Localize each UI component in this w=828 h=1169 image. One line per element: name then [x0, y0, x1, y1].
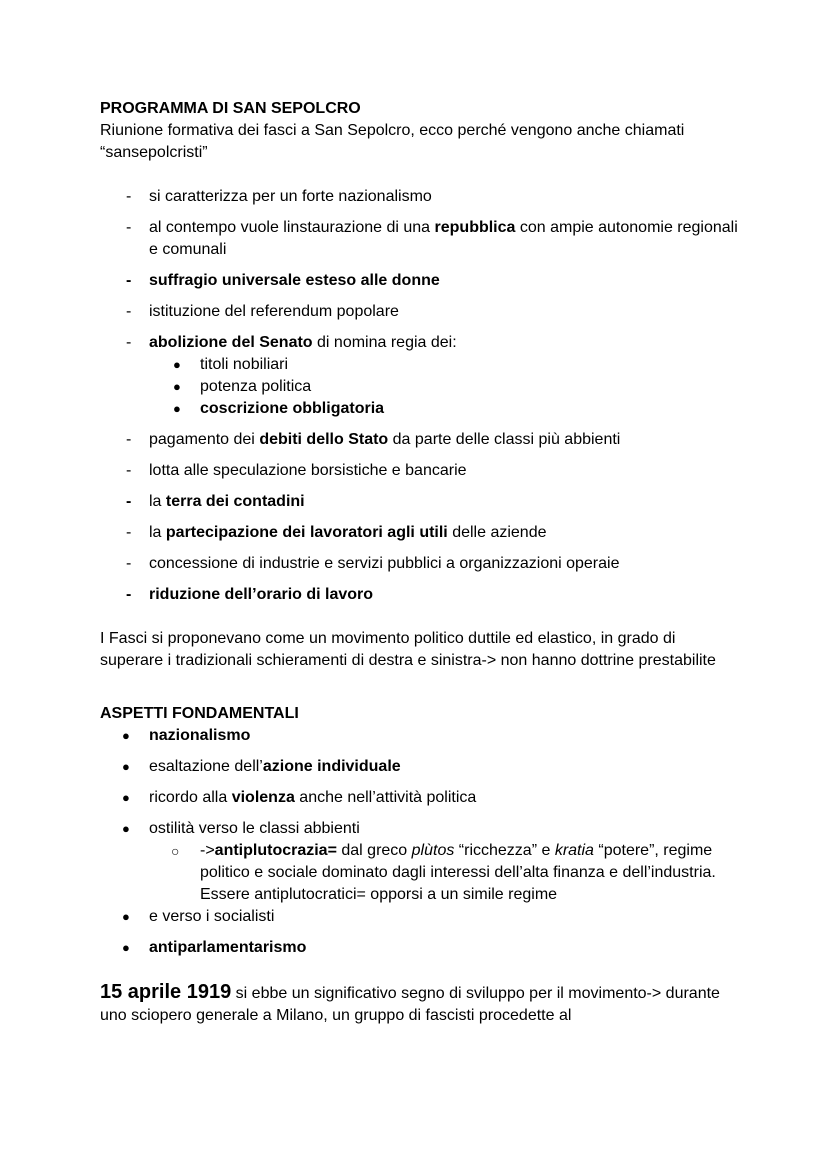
fasci-paragraph: I Fasci si proponevano come un movimento politico duttile ed elastico, in grado di superare i tradizionali schieramenti di destra e sinistra-> non hanno dottrine prestabilite — [100, 630, 716, 669]
aspetti-list — [100, 725, 740, 840]
program-list — [100, 186, 740, 354]
program-list-continued — [100, 429, 740, 606]
list-item: - la partecipazione dei lavoratori agli utili delle aziende — [100, 522, 740, 544]
list-item: ● ostilità verso le classi abbienti — [100, 818, 740, 840]
date-highlight: 15 aprile 1919 — [100, 981, 232, 1003]
list-item: ● titoli nobiliari — [100, 354, 740, 376]
list-item: ● potenza politica — [100, 376, 740, 398]
list-item: - abolizione del Senato di nomina regia dei: — [100, 332, 740, 354]
antiplutocrazia-sublist — [100, 840, 740, 906]
list-item: ● e verso i socialisti — [100, 906, 740, 928]
list-item: - la terra dei contadini — [100, 491, 740, 513]
list-item: - lotta alle speculazione borsistiche e bancarie — [100, 460, 740, 482]
list-item: - concessione di industrie e servizi pubblici a organizzazioni operaie — [100, 553, 740, 575]
list-item: ○ ->antiplutocrazia= dal greco plùtos “ricchezza” e kratia “potere”, regime politico e sociale dominato dagli interessi dell’alta finanza e dell’industria. Essere antiplutocratici= opporsi a un simile regime — [100, 840, 740, 906]
section-intro: Riunione formativa dei fasci a San Sepolcro, ecco perché vengono anche chiamati “sansepolcristi” — [100, 122, 685, 161]
list-item: - riduzione dell’orario di lavoro — [100, 584, 740, 606]
list-item: - suffragio universale esteso alle donne — [100, 270, 740, 292]
closing-paragraph: 15 aprile 1919 si ebbe un significativo segno di sviluppo per il movimento-> durante uno sciopero generale a Milano, un gruppo di fascisti procedette al — [100, 981, 720, 1024]
document-page — [100, 0, 740, 1027]
list-item: - pagamento dei debiti dello Stato da parte delle classi più abbienti — [100, 429, 740, 451]
senate-sublist — [100, 354, 740, 420]
list-item: ● esaltazione dell’azione individuale — [100, 756, 740, 778]
list-item: - istituzione del referendum popolare — [100, 301, 740, 323]
list-item: ● antiparlamentarismo — [100, 937, 740, 959]
aspetti-list-continued — [100, 906, 740, 959]
list-item: ● coscrizione obbligatoria — [100, 398, 740, 420]
list-item: ● ricordo alla violenza anche nell’attività politica — [100, 787, 740, 809]
section-title-san-sepolcro: PROGRAMMA DI SAN SEPOLCRO — [100, 100, 361, 117]
list-item: - al contempo vuole linstaurazione di una repubblica con ampie autonomie regionali e comunali — [100, 217, 740, 261]
list-item: ● nazionalismo — [100, 725, 740, 747]
section-title-aspetti: ASPETTI FONDAMENTALI — [100, 705, 299, 722]
list-item: - si caratterizza per un forte nazionalismo — [100, 186, 740, 208]
